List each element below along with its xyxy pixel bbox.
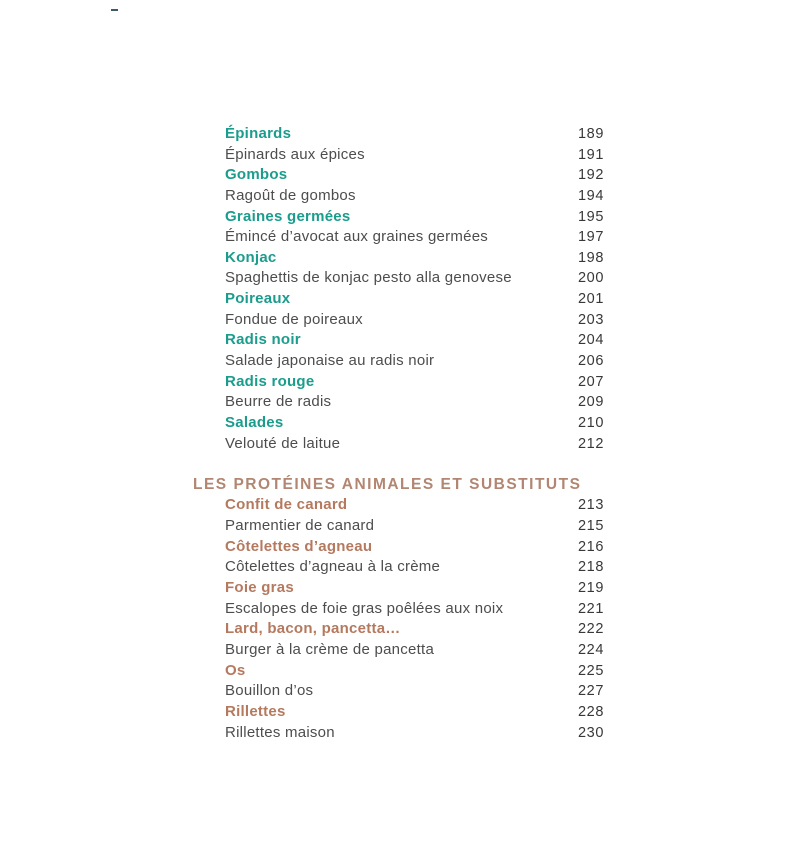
toc-entry-page: 215 — [578, 518, 604, 535]
toc-entry-page: 191 — [578, 146, 604, 163]
toc-entry-recipe — [193, 681, 604, 702]
toc-entry-page: 222 — [578, 621, 604, 638]
toc-entry-page: 200 — [578, 270, 604, 287]
toc-entry-page: 218 — [578, 559, 604, 576]
toc-entry-label: Beurre de radis — [225, 393, 332, 411]
toc-entry-label: Rillettes maison — [225, 723, 335, 741]
toc-entry-page: 207 — [578, 373, 604, 390]
toc-entry-page: 212 — [578, 435, 604, 452]
toc-entry-category — [193, 372, 604, 393]
toc-entry-label: Salades — [225, 413, 284, 431]
toc-entry-page: 189 — [578, 126, 604, 142]
toc-entry-recipe — [193, 227, 604, 248]
toc-entry-page: 206 — [578, 353, 604, 370]
toc-entry-page: 225 — [578, 662, 604, 679]
toc-section — [193, 475, 604, 743]
toc-entry-label: Velouté de laitue — [225, 434, 341, 452]
toc-entry-category — [193, 702, 604, 723]
toc-entry-label: Bouillon d’os — [225, 682, 314, 700]
toc-entry-label: Confit de canard — [225, 496, 348, 514]
toc-entry-label: Rillettes — [225, 702, 286, 720]
toc-entry-recipe — [193, 392, 604, 413]
toc-entry-page: 198 — [578, 249, 604, 266]
toc-entry-label: Émincé d’avocat aux graines germées — [225, 228, 489, 246]
toc-entry-category — [193, 207, 604, 228]
toc-entry-page: 192 — [578, 167, 604, 184]
toc-section-rows — [193, 495, 604, 743]
toc-entry-page: 230 — [578, 724, 604, 741]
toc-entry-label: Côtelettes d’agneau à la crème — [225, 558, 441, 576]
toc-entry-label: Salade japonaise au radis noir — [225, 352, 435, 370]
toc-entry-page: 216 — [578, 538, 604, 555]
toc-entry-page: 219 — [578, 580, 604, 597]
toc-entry-page: 221 — [578, 600, 604, 617]
toc-entry-category — [193, 289, 604, 310]
toc-entry-category — [193, 165, 604, 186]
toc-entry-page: 195 — [578, 208, 604, 225]
toc-section — [193, 124, 604, 454]
toc-entry-page: 209 — [578, 394, 604, 411]
toc-entry-category — [193, 124, 604, 145]
toc-entry-recipe — [193, 268, 604, 289]
toc-entry-label: Foie gras — [225, 579, 294, 597]
toc-entry-recipe — [193, 186, 604, 207]
toc-section-title: LES PROTÉINES ANIMALES ET SUBSTITUTS — [193, 475, 582, 493]
toc-entry-label: Radis rouge — [225, 372, 315, 390]
toc-entry-page: 228 — [578, 703, 604, 720]
toc-entry-page: 203 — [578, 311, 604, 328]
corner-dash — [111, 9, 118, 11]
toc-entry-label: Graines germées — [225, 207, 351, 225]
toc-entry-page: 197 — [578, 229, 604, 246]
toc-entry-label: Fondue de poireaux — [225, 310, 363, 328]
toc-entry-category — [193, 619, 604, 640]
toc-entry-page: 204 — [578, 332, 604, 349]
toc-entry-label: Os — [225, 661, 246, 679]
table-of-contents — [193, 124, 604, 743]
toc-entry-category — [193, 578, 604, 599]
toc-entry-recipe — [193, 351, 604, 372]
toc-entry-label: Ragoût de gombos — [225, 186, 356, 204]
toc-entry-recipe — [193, 557, 604, 578]
toc-entry-label: Spaghettis de konjac pesto alla genovese — [225, 269, 512, 287]
toc-entry-label: Escalopes de foie gras poêlées aux noix — [225, 599, 504, 617]
toc-entry-category — [193, 537, 604, 558]
toc-entry-recipe — [193, 640, 604, 661]
toc-entry-recipe — [193, 723, 604, 744]
toc-entry-recipe — [193, 310, 604, 331]
toc-entry-label: Épinards aux épices — [225, 145, 365, 163]
toc-entry-category — [193, 661, 604, 682]
toc-entry-label: Konjac — [225, 248, 277, 266]
toc-entry-recipe — [193, 434, 604, 455]
toc-entry-label: Gombos — [225, 166, 288, 184]
toc-entry-recipe — [193, 599, 604, 620]
toc-entry-recipe — [193, 516, 604, 537]
toc-entry-page: 210 — [578, 414, 604, 431]
toc-entry-page: 224 — [578, 641, 604, 658]
toc-entry-label: Épinards — [225, 125, 292, 142]
toc-entry-page: 227 — [578, 683, 604, 700]
toc-entry-label: Lard, bacon, pancetta… — [225, 620, 401, 638]
toc-entry-category — [193, 330, 604, 351]
toc-entry-label: Burger à la crème de pancetta — [225, 640, 435, 658]
toc-entry-category — [193, 248, 604, 269]
toc-entry-page: 194 — [578, 187, 604, 204]
toc-entry-category — [193, 413, 604, 434]
toc-entry-recipe — [193, 145, 604, 166]
toc-entry-label: Côtelettes d’agneau — [225, 537, 373, 555]
toc-entry-label: Poireaux — [225, 290, 291, 308]
toc-entry-page: 201 — [578, 291, 604, 308]
toc-entry-label: Parmentier de canard — [225, 517, 375, 535]
toc-entry-page: 213 — [578, 497, 604, 514]
toc-entry-label: Radis noir — [225, 331, 301, 349]
toc-section-rows — [193, 124, 604, 454]
toc-entry-category — [193, 495, 604, 516]
